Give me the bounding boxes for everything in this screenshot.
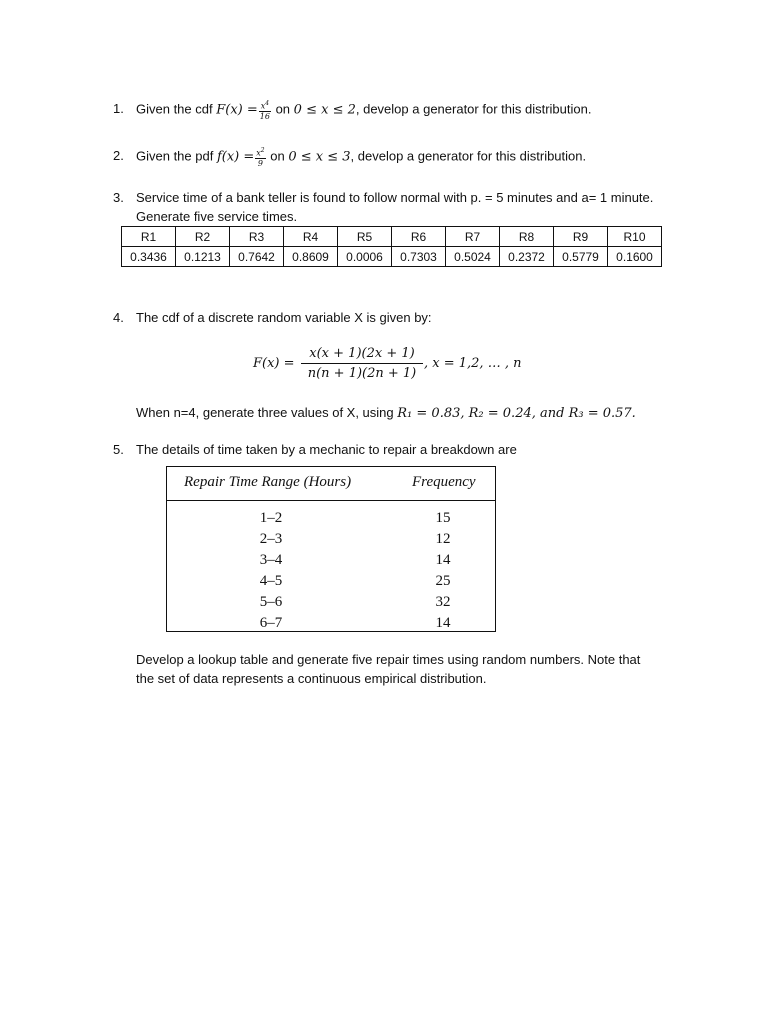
table-header-cell: R3 xyxy=(230,227,284,247)
table-cell: 0.8609 xyxy=(284,247,338,267)
table-cell: 0.2372 xyxy=(500,247,554,267)
math-lhs: F(x) = xyxy=(216,102,258,118)
formula-numerator: x(x + 1)(2x + 1) xyxy=(301,344,423,364)
table-cell: 3–4 xyxy=(259,552,283,568)
table-cell: 14 xyxy=(435,615,451,631)
question-text: When n=4, generate three values of X, using xyxy=(136,405,394,420)
question-text: the set of data represents a continuous empirical distribution. xyxy=(136,671,487,686)
question-text: Given the cdf xyxy=(136,101,213,117)
table-cell: 0.3436 xyxy=(122,247,176,267)
question-text: Given the pdf xyxy=(136,148,214,164)
question-5-instruction xyxy=(113,650,708,688)
table-header-cell: R1 xyxy=(122,227,176,247)
math-fraction: $\frac{x^4}{16}$ xyxy=(259,100,270,121)
question-4 xyxy=(113,308,708,327)
table-header-cell: R5 xyxy=(338,227,392,247)
table-cell: 25 xyxy=(435,573,451,589)
random-numbers-table xyxy=(121,226,662,267)
table-header-cell: R6 xyxy=(392,227,446,247)
math-range: 0 ≤ x ≤ 2 xyxy=(293,102,356,118)
question-text: on xyxy=(270,148,285,164)
formula-rhs: , x = 1,2, … , n xyxy=(424,356,522,371)
table-cell: 0.1213 xyxy=(176,247,230,267)
table-cell: 15 xyxy=(435,510,451,526)
question-text: The cdf of a discrete random variable X is given by: xyxy=(136,310,432,325)
table-header-cell: R9 xyxy=(554,227,608,247)
table-cell: 0.1600 xyxy=(608,247,662,267)
table-rule xyxy=(166,466,496,467)
question-number: 1. xyxy=(113,101,124,116)
formula-denominator: n(n + 1)(2n + 1) xyxy=(307,366,417,381)
question-text: Develop a lookup table and generate five repair times using random numbers. Note that xyxy=(136,652,641,667)
question-1 xyxy=(113,99,708,121)
question-text: , develop a generator for this distribution. xyxy=(355,101,592,117)
question-number: 2. xyxy=(113,148,124,163)
table-header-cell: Repair Time Range (Hours) xyxy=(184,474,352,490)
table-row xyxy=(166,529,496,550)
question-text: on xyxy=(275,101,291,117)
table-cell: 0.7303 xyxy=(392,247,446,267)
table-header-cell: R7 xyxy=(446,227,500,247)
table-row xyxy=(166,550,496,571)
table-header-cell: Frequency xyxy=(412,474,476,490)
table-header-cell: R4 xyxy=(284,227,338,247)
question-4-instruction xyxy=(113,403,708,423)
question-number: 5. xyxy=(113,442,124,457)
math-lhs: f(x) = xyxy=(216,149,255,165)
table-cell: 0.7642 xyxy=(230,247,284,267)
formula-fraction xyxy=(301,344,423,383)
table-cell: 12 xyxy=(435,531,451,547)
question-5 xyxy=(113,440,708,459)
table-row xyxy=(166,508,496,529)
table-row xyxy=(166,592,496,613)
question-number: 3. xyxy=(113,190,124,205)
question-text: The details of time taken by a mechanic to repair a breakdown are xyxy=(136,442,517,457)
question-2 xyxy=(113,146,708,168)
question-3 xyxy=(113,188,708,226)
table-header-cell: R10 xyxy=(608,227,662,247)
question-text: , develop a generator for this distribution. xyxy=(350,148,587,164)
question-text: Service time of a bank teller is found to follow normal with p. = 5 minutes and a= 1 minute. xyxy=(136,190,654,205)
question-text: Generate five service times. xyxy=(136,209,298,224)
table-row xyxy=(166,571,496,592)
table-cell: 32 xyxy=(435,594,451,610)
table-cell: 2–3 xyxy=(259,531,283,547)
question-number: 4. xyxy=(113,310,124,325)
math-range: 0 ≤ x ≤ 3 xyxy=(288,149,351,165)
math-fraction: $\frac{x^2}{9}$ xyxy=(256,147,265,168)
table-cell: 14 xyxy=(435,552,451,568)
table-header-cell: R2 xyxy=(176,227,230,247)
table-row xyxy=(122,247,662,267)
table-cell: 0.0006 xyxy=(338,247,392,267)
table-cell: 1–2 xyxy=(259,510,283,526)
table-cell: 5–6 xyxy=(259,594,283,610)
table-cell: 4–5 xyxy=(259,573,283,589)
table-cell: 6–7 xyxy=(259,615,283,631)
formula-lhs: F(x) = xyxy=(253,356,295,371)
table-header-cell: R8 xyxy=(500,227,554,247)
math-random-values: R₁ = 0.83, R₂ = 0.24, and R₃ = 0.57. xyxy=(397,406,636,421)
table-header-row xyxy=(122,227,662,247)
table-cell: 0.5779 xyxy=(554,247,608,267)
table-cell: 0.5024 xyxy=(446,247,500,267)
table-rule xyxy=(166,500,496,501)
repair-time-table xyxy=(166,466,496,632)
table-row xyxy=(166,613,496,634)
